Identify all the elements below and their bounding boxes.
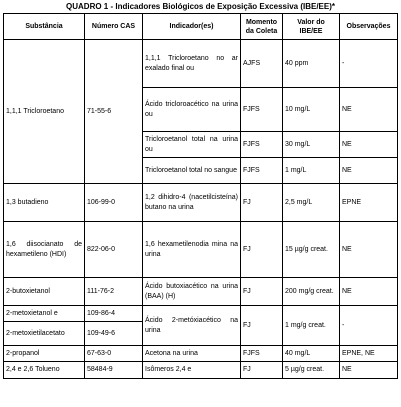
cell-momento: FJ [241,362,283,379]
cell-indicador: Acetona na urina [143,346,241,362]
cell-cas: 106-99-0 [85,184,143,222]
cell-substancia: 2-propanol [4,346,85,362]
cell-indicador: 1,6 hexametilenodia mina na urina [143,222,241,278]
cell-indicador: Ácido butoxiacético na urina (BAA) (H) [143,278,241,306]
cell-obs: EPNE [340,184,398,222]
cell-indicador: 1,2 dihidro-4 (nacetilcisteína) butano na urina [143,184,241,222]
header-cas: Número CAS [85,14,143,40]
cell-valor: 2,5 mg/L [283,184,340,222]
cell-cas: 111-76-2 [85,278,143,306]
cell-obs: NE [340,222,398,278]
cell-obs: NE [340,278,398,306]
cell-substancia: 2,4 e 2,6 Tolueno [4,362,85,379]
table-row [4,278,398,306]
cell-valor: 40 mg/L [283,346,340,362]
cell-momento: FJ [241,278,283,306]
cell-substancia: 2-metoxietanol e [4,306,85,322]
cell-cas: 71-55-6 [85,40,143,184]
header-row [4,14,398,40]
cell-indicador: Ácido tricloroacético na urina ou [143,88,241,132]
header-valor: Valor do IBE/EE [283,14,340,40]
biological-indicators-table [3,13,398,379]
cell-cas: 58484-9 [85,362,143,379]
table-row [4,346,398,362]
table-row [4,306,398,322]
cell-valor: 10 mg/L [283,88,340,132]
cell-valor: 5 µg/g creat. [283,362,340,379]
cell-cas: 109-49-6 [85,322,143,346]
table-row [4,184,398,222]
cell-obs: NE [340,132,398,158]
table-row [4,222,398,278]
cell-substancia: 2-butoxietanol [4,278,85,306]
cell-valor: 200 mg/g creat. [283,278,340,306]
cell-indicador: 1,1,1 Tricloroetano no ar exalado final ou [143,40,241,88]
cell-momento: AJFS [241,40,283,88]
cell-substancia: 2-metoxietilacetato [4,322,85,346]
cell-momento: FJFS [241,132,283,158]
cell-valor: 1 mg/L [283,158,340,184]
cell-cas: 109-86-4 [85,306,143,322]
cell-indicador: Tricloroetanol total no sangue [143,158,241,184]
header-momento: Momento da Coleta [241,14,283,40]
table-row [4,40,398,88]
cell-momento: FJFS [241,158,283,184]
cell-momento: FJ [241,306,283,346]
cell-substancia: 1,6 diisocianato de hexametileno (HDI) [4,222,85,278]
header-substancia: Substância [4,14,85,40]
cell-momento: FJFS [241,346,283,362]
cell-indicador: Tricloroetanol total na urina ou [143,132,241,158]
cell-momento: FJ [241,222,283,278]
cell-obs: EPNE, NE [340,346,398,362]
cell-valor: 1 mg/g creat. [283,306,340,346]
cell-obs: NE [340,158,398,184]
cell-substancia: 1,3 butadieno [4,184,85,222]
cell-momento: FJFS [241,88,283,132]
header-obs: Observações [340,14,398,40]
cell-indicador: Ácido 2-metóxiacético na urina [143,306,241,346]
cell-momento: FJ [241,184,283,222]
cell-obs: NE [340,88,398,132]
table-caption: QUADRO 1 - Indicadores Biológicos de Exposição Excessiva (IBE/EE)* [66,2,335,11]
cell-cas: 822-06-0 [85,222,143,278]
cell-obs: NE [340,362,398,379]
cell-obs: - [340,40,398,88]
cell-valor: 15 µg/g creat. [283,222,340,278]
table-row [4,362,398,379]
cell-indicador: Isômeros 2,4 e [143,362,241,379]
cell-obs: - [340,306,398,346]
cell-cas: 67-63-0 [85,346,143,362]
cell-valor: 30 mg/L [283,132,340,158]
cell-substancia: 1,1,1 Tricloroetano [4,40,85,184]
cell-valor: 40 ppm [283,40,340,88]
header-indicador: Indicador(es) [143,14,241,40]
